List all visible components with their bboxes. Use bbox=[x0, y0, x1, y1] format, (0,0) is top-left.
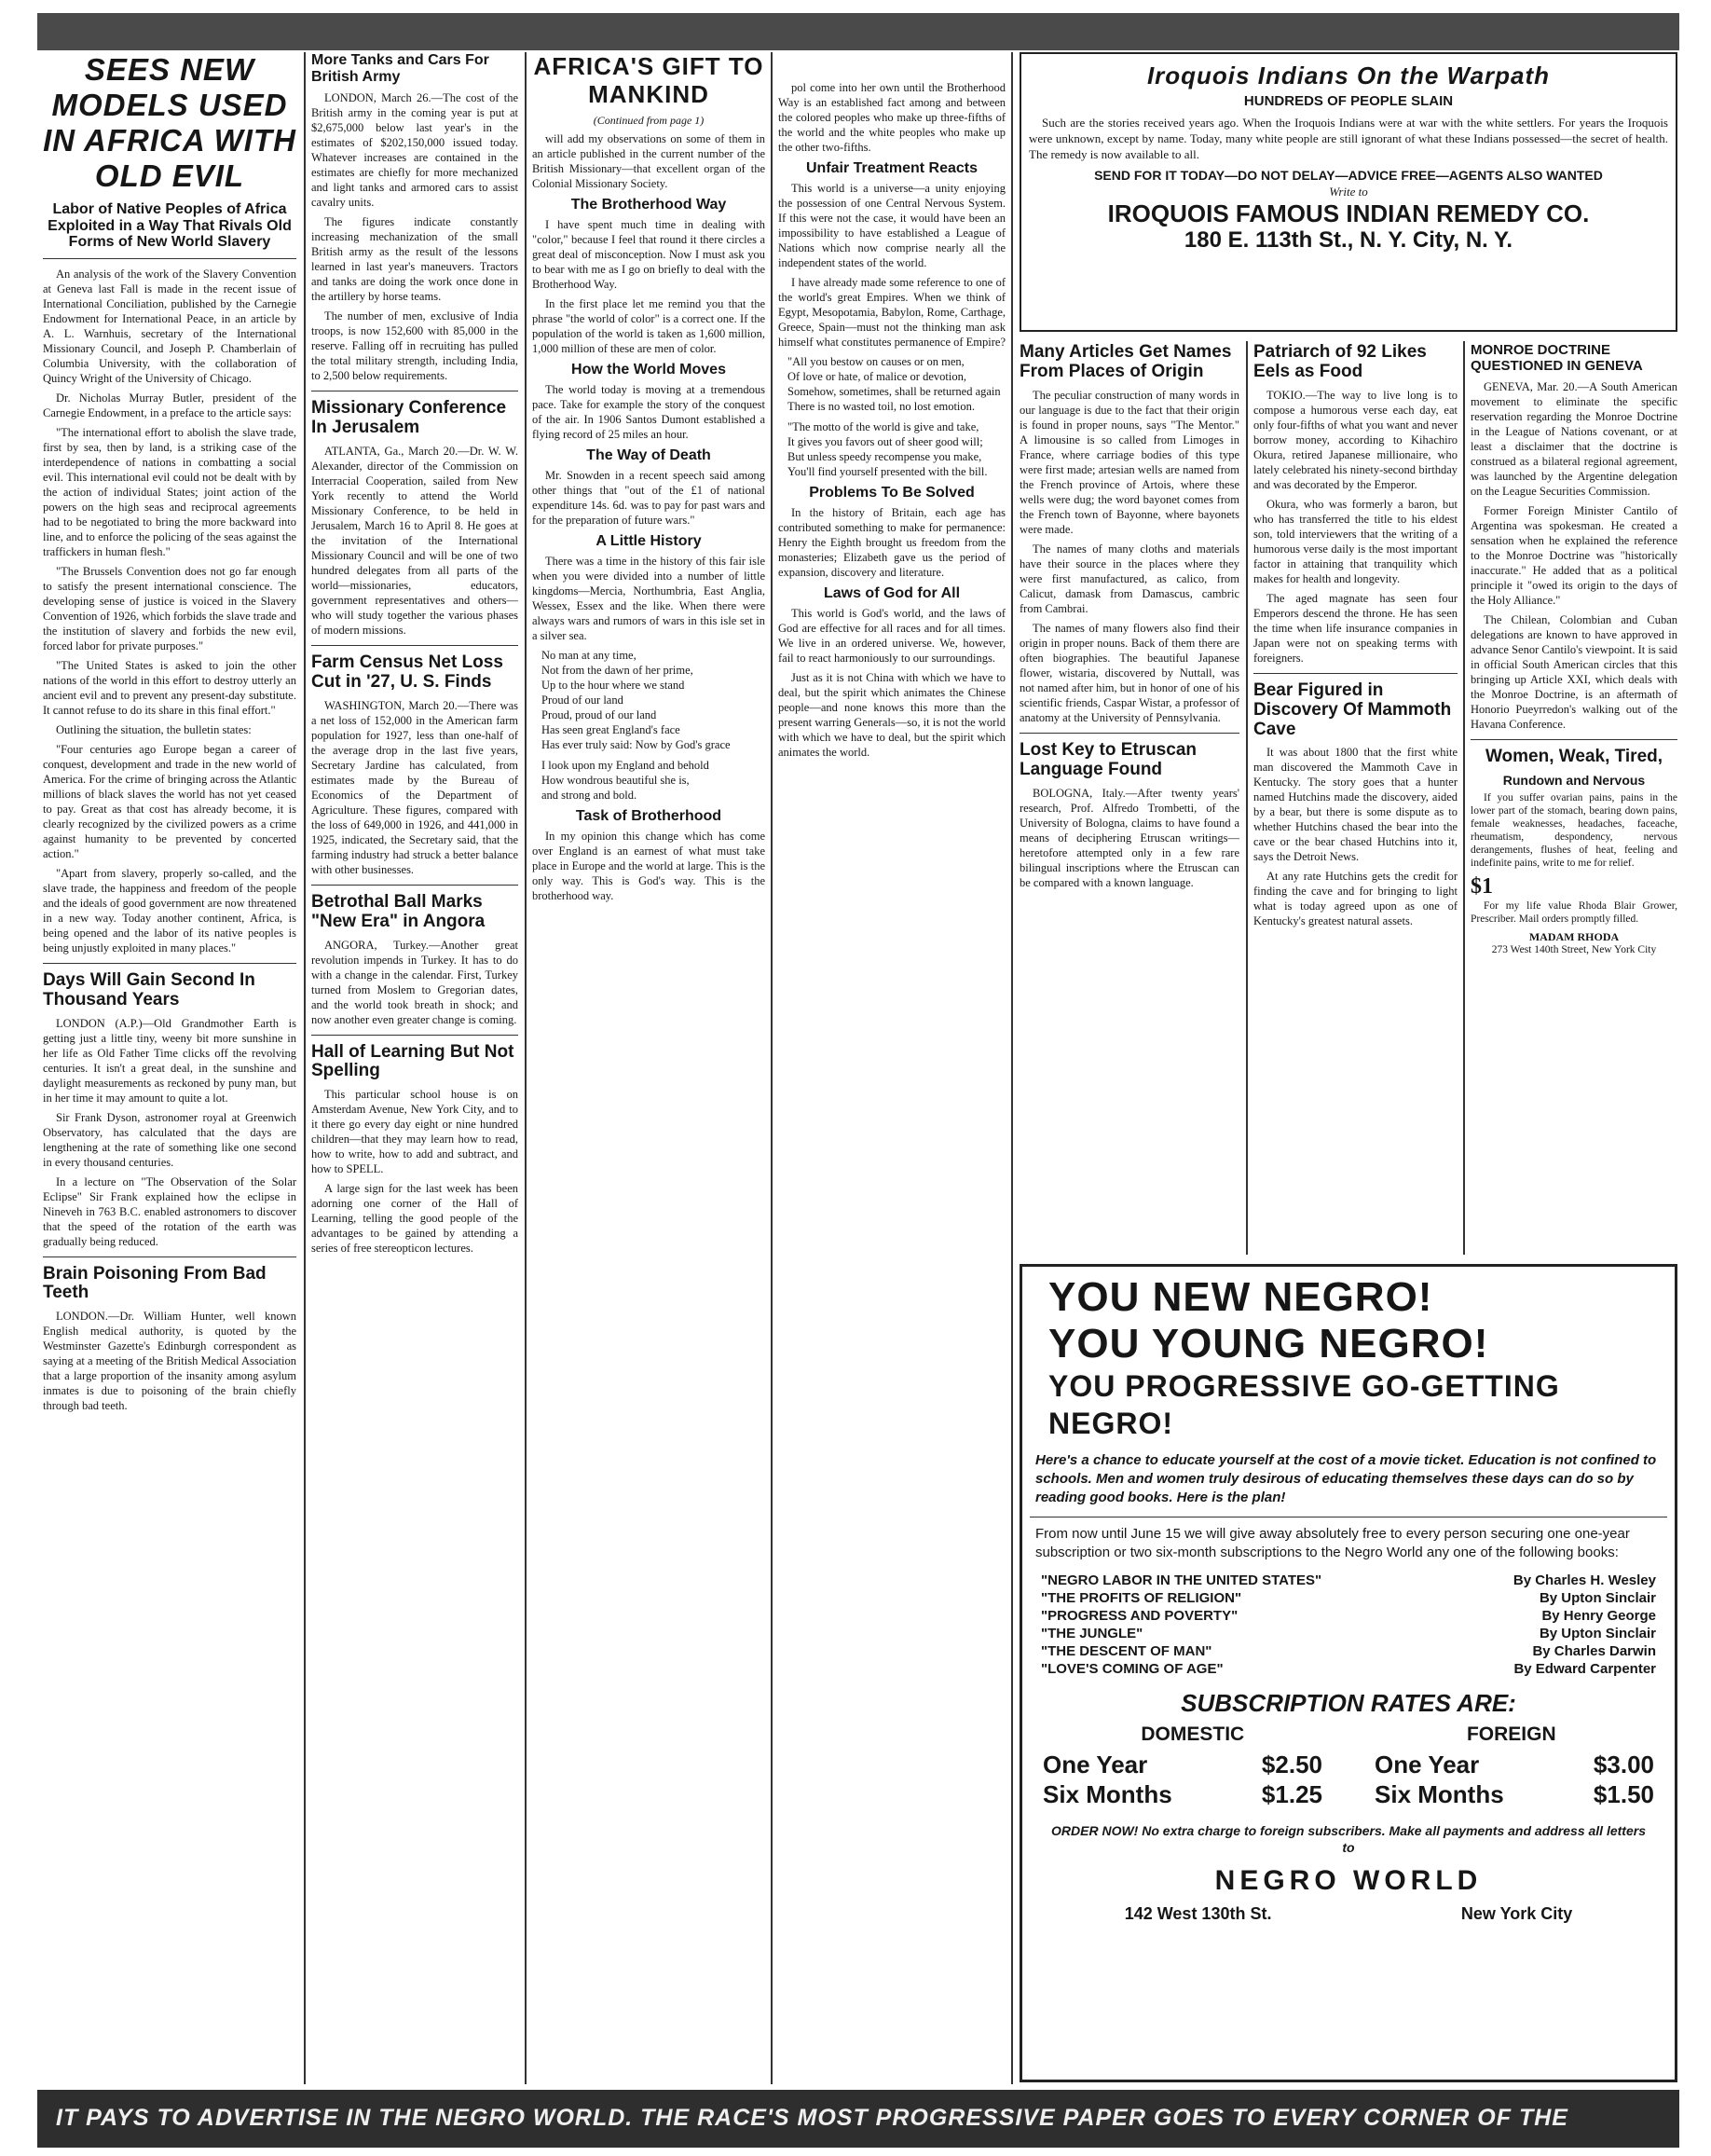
column-5 bbox=[1020, 343, 1239, 1253]
article-paragraph: The aged magnate has seen four Emperors descend the throne. He has seen the time when life insurance companies in Japan were not on speaking terms with foreigners. bbox=[1253, 591, 1458, 665]
article-headline: Brain Poisoning From Bad Teeth bbox=[43, 1263, 267, 1303]
book-title: "THE JUNGLE" bbox=[1041, 1626, 1143, 1641]
ad-body: If you suffer ovarian pains, pains in the lower part of the stomach, bearing down pains, female weaknesses, headaches, faceache, rheumatism, despondency, nervous derangements, flushes of heat, feeling and indefinite pains, write to me for relief. bbox=[1471, 791, 1677, 869]
headline: AFRICA'S GIFT TO MANKIND bbox=[533, 52, 764, 108]
newspaper-page bbox=[37, 13, 1679, 2149]
article-headline: Patriarch of 92 Likes Eels as Food bbox=[1253, 343, 1427, 381]
order-instructions: ORDER NOW! No extra charge to foreign subscribers. Make all payments and address all letters to bbox=[1051, 1823, 1646, 1855]
book-title: "NEGRO LABOR IN THE UNITED STATES" bbox=[1041, 1572, 1322, 1588]
book-list bbox=[1041, 1572, 1656, 1678]
article-paragraph: Mr. Snowden in a recent speech said among other things that "out of the £1 of national expenditure 14s. 6d. was to pay for past wars and for the preparation of future wars." bbox=[532, 469, 765, 527]
article-paragraph: In a lecture on "The Observation of the Solar Eclipse" Sir Frank explained how the eclipse in Nineveh in 763 B.C. enabled astronomers to discover that the speed of the rotation of the earth was gradually being reduced. bbox=[43, 1174, 296, 1248]
section-subhead: Laws of God for All bbox=[823, 585, 961, 601]
article-paragraph: "Apart from slavery, properly so-called, and the slave trade, the happiness and freedom of the people and the ideals of good government are now threatened in a new way. Today another continent, Africa, is being opened and the labor of its native peoples is being unjustly exploited in many places." bbox=[43, 866, 296, 954]
bottom-banner-text: IT PAYS TO ADVERTISE IN THE NEGRO WORLD. THE RACE'S MOST PROGRESSIVE PAPER GOES TO EVERY CORNER OF THE bbox=[56, 2105, 1568, 2131]
book-author: By Henry George bbox=[1541, 1608, 1656, 1624]
section-subhead: A Little History bbox=[595, 533, 702, 549]
iroquois-advertisement bbox=[1020, 52, 1677, 332]
ad-write-to: Write to bbox=[1329, 185, 1368, 199]
article-headline: Farm Census Net Loss Cut in '27, U. S. Finds bbox=[311, 652, 503, 692]
article-paragraph: It was about 1800 that the first white man discovered the Mammoth Cave in Kentucky. The story goes that a hunter named Hutchins made the discovery, aided by a bear, but there is some dispute as to whether Hutchins chased the bear into the cave or the bear chased Hutchins into it, says the Detroit News. bbox=[1253, 746, 1458, 864]
article-paragraph: BOLOGNA, Italy.—After twenty years' research, Prof. Alfredo Trombetti, of the University of Bologna, claims to have found a means of deciphering Etruscan writings—heretofore attempted only in a few rare bilingual inscriptions where the Etruscan can be compared with a known language. bbox=[1020, 786, 1239, 889]
column-rule bbox=[1011, 52, 1013, 2084]
book-row bbox=[1041, 1642, 1656, 1660]
ad-price: $1 bbox=[1471, 873, 1493, 899]
ad-intro: Here's a chance to educate yourself at the cost of a movie ticket. Education is not confined to schools. Men and women truly desirous of educating themselves these days can do so by reading good books. Here is the plan! bbox=[1035, 1452, 1657, 1505]
column-rule bbox=[525, 52, 527, 2084]
ad-offer: From now until June 15 we will give away absolutely free to every person securing one one-year subscription or two six-month subscriptions to the Negro World any one of the following books: bbox=[1035, 1526, 1630, 1560]
domestic-label: DOMESTIC bbox=[1141, 1723, 1245, 1745]
ad-headline: Iroquois Indians On the Warpath bbox=[1146, 62, 1551, 89]
rate-price: $2.50 bbox=[1261, 1751, 1322, 1778]
paper-name: NEGRO WORLD bbox=[1214, 1865, 1483, 1896]
book-title: "LOVE'S COMING OF AGE" bbox=[1041, 1661, 1224, 1677]
ad-company-address: 180 E. 113th St., N. Y. City, N. Y. bbox=[1184, 227, 1513, 253]
ad-body: For my life value Rhoda Blair Grower, Prescriber. Mail orders promptly filled. bbox=[1471, 899, 1677, 925]
article-paragraph: A large sign for the last week has been adorning one corner of the Hall of Learning, telling the good people of the advantages to be gained by attending a series of free stereopticon lectures. bbox=[311, 1182, 518, 1256]
article-paragraph: This world is God's world, and the laws of God are effective for all races and for all times. We live in an ordered universe. We, however, fail to react harmoniously to our surroundings. bbox=[778, 607, 1006, 665]
book-title: "THE PROFITS OF RELIGION" bbox=[1041, 1590, 1242, 1606]
book-row bbox=[1041, 1660, 1656, 1678]
article-paragraph: "The United States is asked to join the other nations of the world in this effort to destroy utterly an ancient evil and to prevent any present-day substitute. It cannot refuse to do its share in this final effort." bbox=[43, 658, 296, 717]
rate-period: One Year bbox=[1043, 1751, 1148, 1778]
ad-call-to-action: SEND FOR IT TODAY—DO NOT DELAY—ADVICE FREE—AGENTS ALSO WANTED bbox=[1094, 168, 1603, 183]
paper-address bbox=[1030, 1904, 1667, 1924]
poem-excerpt: I look upon my England and behold How wondrous beautiful she is, and strong and bold. bbox=[541, 759, 709, 802]
section-subhead: The Way of Death bbox=[586, 447, 711, 463]
book-title: "THE DESCENT OF MAN" bbox=[1041, 1643, 1212, 1659]
rate-row bbox=[1043, 1779, 1322, 1809]
ad-advertiser: MADAM RHODA bbox=[1528, 929, 1620, 943]
article-paragraph: WASHINGTON, March 20.—There was a net loss of 152,000 in the American farm population for 1927, less than one-half of the average drop in the last five years, Secretary Jardine has calculated, from estimates made by the Bureau of Economics of the Department of Agriculture. These figures, compared with the loss of 649,000 in 1926, and 441,000 in 1925, indicated, the Secretary said, that the farming industry had struck a better balance with other businesses. bbox=[311, 698, 518, 876]
article-paragraph: This particular school house is on Amsterdam Avenue, New York City, and to it there go every day eight or nine hundred children—that they may learn how to read, how to write, how to add and subtract, and how to SPELL. bbox=[311, 1088, 518, 1176]
article-paragraph: ATLANTA, Ga., March 20.—Dr. W. W. Alexander, director of the Commission on Interracial Cooperation, sailed from New York recently to attend the World Missionary Conference, to be held in Jerusalem, March 16 to April 8. He goes at the invitation of the International Missionary Council and will be one of two hundred delegates from all parts of the world—missionaries, educators, government representatives and others—who will study together the various phases of modern missions. bbox=[311, 444, 518, 637]
article-paragraph: The figures indicate constantly increasing mechanization of the small British army as the result of the lessons learned in last year's maneuvers. Tractors and tanks are doing the work once done in the artillery by horse teams. bbox=[311, 215, 518, 304]
bottom-banner bbox=[37, 2090, 1679, 2148]
column-1 bbox=[43, 52, 296, 2084]
article-paragraph: The names of many cloths and materials have their source in the places where they were first manufactured, as calico, from Calicut, damask from Damascus, cambric from Cambrai. bbox=[1020, 542, 1239, 615]
headline: SEES NEW MODELS USED IN AFRICA WITH OLD EVIL bbox=[43, 52, 296, 193]
poem-excerpt: "The motto of the world is give and take, It gives you favors out of sheer good will; But unless speedy recompense you make, You'll find yourself presented with the bill. bbox=[787, 420, 988, 478]
ad-banner-line: YOU PROGRESSIVE GO-GETTING NEGRO! bbox=[1048, 1369, 1560, 1440]
article-paragraph: In the history of Britain, each age has contributed something to make for permanence: Henry the Eighth brought us freedom from the monasteries; Elizabeth gave us the period of expansion, discovery and literature. bbox=[778, 506, 1006, 579]
poem-excerpt: No man at any time, Not from the dawn of her prime, Up to the hour where we stand Proud of our land Proud, proud of our land Has seen great England's face Has ever truly said: Now by God's grace bbox=[541, 649, 731, 751]
column-rule bbox=[1463, 341, 1465, 1255]
divider bbox=[1471, 739, 1677, 740]
article-paragraph: Just as it is not China with which we have to deal, but the spirit which animates the Chinese people—and none knows this more than the present warring Generals—so, it is not the world with which we have to deal, but the spirit which animates the world. bbox=[778, 671, 1006, 759]
article-paragraph: I have spent much time in dealing with "color," because I feel that round it there circles a great deal of misconception. Now I must ask you to bear with me as I go on briefly to deal with the Brotherhood Way. bbox=[532, 218, 765, 291]
column-6 bbox=[1253, 343, 1458, 1253]
rate-price: $1.50 bbox=[1593, 1780, 1654, 1808]
rates-title: SUBSCRIPTION RATES ARE: bbox=[1181, 1689, 1516, 1717]
article-paragraph: Dr. Nicholas Murray Butler, president of the Carnegie Endowment, in a preface to the article says: bbox=[43, 391, 296, 419]
divider bbox=[43, 963, 296, 964]
article-paragraph: This world is a universe—a unity enjoying the possession of one Central Nervous System. If this were not the case, it would have been an impossibility to have established a League of Nations which now comprise nearly all the independent states of the world. bbox=[778, 182, 1006, 269]
book-row bbox=[1041, 1572, 1656, 1589]
article-paragraph: "The Brussels Convention does not go far enough to satisfy the present international conscience. The developing sense of justice is voiced in the Slavery Convention of 1926, which forbids the slave trade and the institution of slavery and forbids the new evil, forced labor for private purposes." bbox=[43, 564, 296, 652]
column-3 bbox=[532, 52, 765, 2084]
book-row bbox=[1041, 1625, 1656, 1642]
divider bbox=[1020, 733, 1239, 734]
book-title: "PROGRESS AND POVERTY" bbox=[1041, 1608, 1239, 1624]
ad-headline: Women, Weak, Tired, bbox=[1485, 747, 1663, 766]
rate-period: One Year bbox=[1375, 1751, 1480, 1778]
subheadline: Labor of Native Peoples of Africa Exploited in a Way That Rivals Old Forms of New World Slavery bbox=[48, 201, 292, 251]
rates-table bbox=[1030, 1750, 1667, 1809]
divider bbox=[43, 258, 296, 259]
column-rule bbox=[771, 52, 773, 2084]
article-paragraph: TOKIO.—The way to live long is to compose a humorous verse each day, eat only four-fifths of what you want and never borrow money, according to Kihachiro Okura, retired Japanese millionaire, who lately celebrated his ninety-second birthday and was decorated by the Emperor. bbox=[1253, 388, 1458, 491]
article-headline: MONROE DOCTRINE QUESTIONED IN GENEVA bbox=[1471, 343, 1643, 374]
divider bbox=[311, 885, 518, 886]
article-paragraph: "The international effort to abolish the slave trade, first by sea, then by land, is a striking case of the interdependence of nations in combatting a social evil. This international evil could not be dealt with by the action of individual States; joint action of the powers on the high seas and reciprocal agreements had to be negotiated to bring the more backward into line, and to enforce the policing of the seas against the traffickers in human flesh." bbox=[43, 425, 296, 558]
article-headline: Days Will Gain Second In Thousand Years bbox=[43, 969, 255, 1009]
foreign-label: FOREIGN bbox=[1466, 1723, 1556, 1745]
ad-subheadline: HUNDREDS OF PEOPLE SLAIN bbox=[1243, 93, 1454, 109]
column-rule bbox=[1246, 341, 1248, 1255]
divider bbox=[311, 1035, 518, 1036]
article-paragraph: ANGORA, Turkey.—Another great revolution impends in Turkey. It has to do with a change in the calendar. First, Turkey turned from Moslem to Gregorian dates, and the world took breath in shock; and now another even greater change is coming. bbox=[311, 938, 518, 1026]
book-author: By Edward Carpenter bbox=[1513, 1661, 1656, 1677]
section-subhead: The Brotherhood Way bbox=[570, 197, 727, 213]
book-row bbox=[1041, 1589, 1656, 1607]
article-headline: Missionary Conference In Jerusalem bbox=[311, 398, 507, 438]
book-row bbox=[1041, 1607, 1656, 1625]
article-paragraph: LONDON.—Dr. William Hunter, well known English medical authority, is quoted by the Westminster Gazette's Edinburgh correspondent as saying at a meeting of the British Medical Association that a large proportion of the insanity among asylum inmates is due to poisoning of the brain chiefly through bad teeth. bbox=[43, 1310, 296, 1413]
poem-excerpt: "All you bestow on causes or on men, Of love or hate, of malice or devotion, Somehow, sometimes, shall be returned again There is no wasted toil, no lost emotion. bbox=[787, 355, 1001, 413]
rate-price: $1.25 bbox=[1261, 1780, 1322, 1808]
rate-row bbox=[1043, 1750, 1322, 1779]
article-headline: Bear Figured in Discovery Of Mammoth Cave bbox=[1253, 680, 1452, 739]
article-headline: Betrothal Ball Marks "New Era" in Angora bbox=[311, 891, 486, 931]
address-city: New York City bbox=[1460, 1904, 1573, 1923]
column-rule bbox=[304, 52, 306, 2084]
article-headline: Hall of Learning But Not Spelling bbox=[311, 1041, 514, 1081]
article-paragraph: In my opinion this change which has come over England is an earnest of what must take place in Europe and the world at large. This is the only way. This is God's way. This is the brotherhood way. bbox=[532, 830, 765, 902]
ad-body: Such are the stories received years ago. When the Iroquois Indians were at war with the white settlers. For years the Iroquois were unknown, except by name. Today, many white people are still ignorant of what these Indians possessed—the secret of health. The remedy is now available to all. bbox=[1029, 116, 1668, 161]
article-paragraph: There was a time in the history of this fair isle when you were divided into a number of little kingdoms—Mercia, Northumbria, East Anglia, Wessex, Essex and the like. When there were always wars and rumors of wars in this isle set in a silver sea. bbox=[532, 555, 765, 642]
ad-address: 273 West 140th Street, New York City bbox=[1491, 943, 1657, 955]
ad-banner-line: YOU NEW NEGRO! bbox=[1048, 1274, 1433, 1320]
rates-header bbox=[1030, 1723, 1667, 1746]
book-author: By Upton Sinclair bbox=[1539, 1590, 1656, 1606]
rate-period: Six Months bbox=[1375, 1780, 1504, 1808]
article-paragraph: Outlining the situation, the bulletin states: bbox=[56, 722, 252, 736]
column-4 bbox=[778, 80, 1006, 2084]
section-subhead: Problems To Be Solved bbox=[809, 485, 975, 501]
top-strip bbox=[37, 13, 1679, 50]
article-headline: More Tanks and Cars For British Army bbox=[311, 52, 489, 85]
ad-banner-line: YOU YOUNG NEGRO! bbox=[1048, 1321, 1489, 1366]
foreign-rates bbox=[1375, 1750, 1654, 1809]
divider bbox=[1253, 673, 1458, 674]
article-headline: Many Articles Get Names From Places of Origin bbox=[1020, 343, 1232, 381]
continued-note: (Continued from page 1) bbox=[593, 114, 705, 127]
article-paragraph: An analysis of the work of the Slavery Convention at Geneva last Fall is made in the recent issue of International Conciliation, published by the Carnegie Endowment for International Peace, in an article by A. L. Warnhuis, secretary of the International Missionary Council, and Joseph P. Chamberlain of Columbia University, with the collaboration of Quincy Wright of the University of Chicago. bbox=[43, 267, 296, 385]
article-paragraph: The number of men, exclusive of India troops, is now 152,600 with 85,000 in the reserve. Falling off in recruiting has pulled the total military strength, including India, to 2,500 below requirements. bbox=[311, 309, 518, 383]
book-author: By Upton Sinclair bbox=[1539, 1626, 1656, 1641]
article-headline: Lost Key to Etruscan Language Found bbox=[1020, 739, 1198, 779]
rate-price: $3.00 bbox=[1593, 1751, 1654, 1778]
article-paragraph: The names of many flowers also find their origin in proper nouns. Back of them there are often biographies. The beautiful Japanese flower, wistaria, discovered by Nuttall, was not named after him, but in honor of one of his scientific friends, Caspar Wistar, a professor of anatomy at the University of Pennsylvania. bbox=[1020, 621, 1239, 724]
article-paragraph: pol come into her own until the Brotherhood Way is an established fact among and between the colored peoples who make up three-fifths of the world and the white peoples who make up the other two-fifths. bbox=[778, 81, 1006, 154]
section-subhead: Unfair Treatment Reacts bbox=[805, 160, 979, 176]
rate-row bbox=[1375, 1779, 1654, 1809]
article-paragraph: The world today is moving at a tremendous pace. Take for example the story of the conquest of the air. In 1906 Santos Dumont established a flying record of 25 miles an hour. bbox=[532, 383, 765, 441]
ad-subheadline: Rundown and Nervous bbox=[1502, 772, 1646, 788]
domestic-rates bbox=[1043, 1750, 1322, 1809]
article-paragraph: Former Foreign Minister Cantilo of Argentina was spokesman. He created a sensation when he explained the reference to the Monroe Doctrine was "historically inaccurate." He added that as a political principle it "owed its origin to the days of the Holy Alliance." bbox=[1471, 504, 1677, 607]
book-author: By Charles Darwin bbox=[1532, 1643, 1656, 1659]
article-paragraph: LONDON, March 26.—The cost of the British army in the coming year is put at $2,675,000 below last year's in the estimates of $202,150,000 issued today. Whatever increases are contained in the estimates are chiefly for more mechanized and light tanks and armored cars to assist cavalry units. bbox=[311, 91, 518, 210]
article-paragraph: The Chilean, Colombian and Cuban delegations are known to have approved in advance Senor Cantilo's viewpoint. It is said in official South American circles that this bringing up Article XXI, which deals with the Monroe Doctrine, is an aftermath of Honorio Pueyrredon's walking out of the Havana Conference. bbox=[1471, 613, 1677, 731]
section-subhead: How the World Moves bbox=[571, 362, 726, 378]
article-paragraph: LONDON (A.P.)—Old Grandmother Earth is getting just a little tiny, weeny bit more sunshine in her life as Old Father Time clicks off the revolving centuries. It isn't a great deal, in the sunshine and daylight measurements as reckoned by puny man, but in her time it may amount to quite a lot. bbox=[43, 1016, 296, 1105]
negro-world-subscription-ad bbox=[1020, 1264, 1677, 2082]
article-paragraph: I have already made some reference to one of the world's great Empires. When we think of Egypt, Mesopotamia, Babylon, Rome, Carthage, Greece, Spain—must not the thinking man ask himself what constitutes permanence of Empire? bbox=[778, 276, 1006, 349]
book-author: By Charles H. Wesley bbox=[1513, 1572, 1656, 1588]
rate-row bbox=[1375, 1750, 1654, 1779]
divider bbox=[311, 645, 518, 646]
column-2 bbox=[311, 52, 518, 2084]
rate-period: Six Months bbox=[1043, 1780, 1172, 1808]
article-paragraph: GENEVA, Mar. 20.—A South American movement to eliminate the specific reservation regarding the Monroe Doctrine in the League of Nations covenant, or at least a disclaimer that the doctrine is construed as a bilateral regional agreement, was launched by the Argentine delegation on the League Securities Commission. bbox=[1471, 380, 1677, 498]
ad-company-name: IROQUOIS FAMOUS INDIAN REMEDY CO. bbox=[1107, 199, 1590, 227]
article-paragraph: At any rate Hutchins gets the credit for finding the cave and for bringing to light what is today agreed upon as one of Kentucky's greatest natural assets. bbox=[1253, 870, 1458, 928]
column-7 bbox=[1471, 343, 1677, 1253]
address-street: 142 West 130th St. bbox=[1124, 1904, 1272, 1923]
section-subhead: Task of Brotherhood bbox=[575, 808, 722, 824]
article-paragraph: In the first place let me remind you that the phrase "the world of color" is a correct one. If the population of the world is taken as 1,600 million, 1,000 million of these are men of color. bbox=[532, 297, 765, 355]
article-paragraph: Sir Frank Dyson, astronomer royal at Greenwich Observatory, has calculated that the days are lengthening at the rate of something like one second in every thousand centuries. bbox=[43, 1110, 296, 1169]
article-paragraph: will add my observations on some of them in an article published in the current number of the British Missionary—that excellent organ of the Colonial Missionary Society. bbox=[532, 132, 765, 190]
article-paragraph: "Four centuries ago Europe began a career of conquest, development and trade in the new world of America. For the crime of bringing across the Atlantic millions of black slaves the world has not yet ceased to pay. Great as that cost has already become, it is clearly recognized by the civilized powers as a crime against humanity to be prevented by concerted action." bbox=[43, 742, 296, 860]
article-paragraph: Okura, who was formerly a baron, but who has transferred the title to his eldest son, told interviewers that the writing of a humorous verse daily is the most important factor in attaining that tranquility which makes for health and longevity. bbox=[1253, 497, 1458, 585]
article-paragraph: The peculiar construction of many words in our language is due to the fact that their origin is found in proper nouns, says "The Mentor." A limousine is so called from Limoges in France, where carriage bodies of this type were first made; artesian wells are named from the French province of Artois, where these wells were dug; the word bayonet comes from the French town of Bayonne, where bayonets were made. bbox=[1020, 388, 1239, 536]
